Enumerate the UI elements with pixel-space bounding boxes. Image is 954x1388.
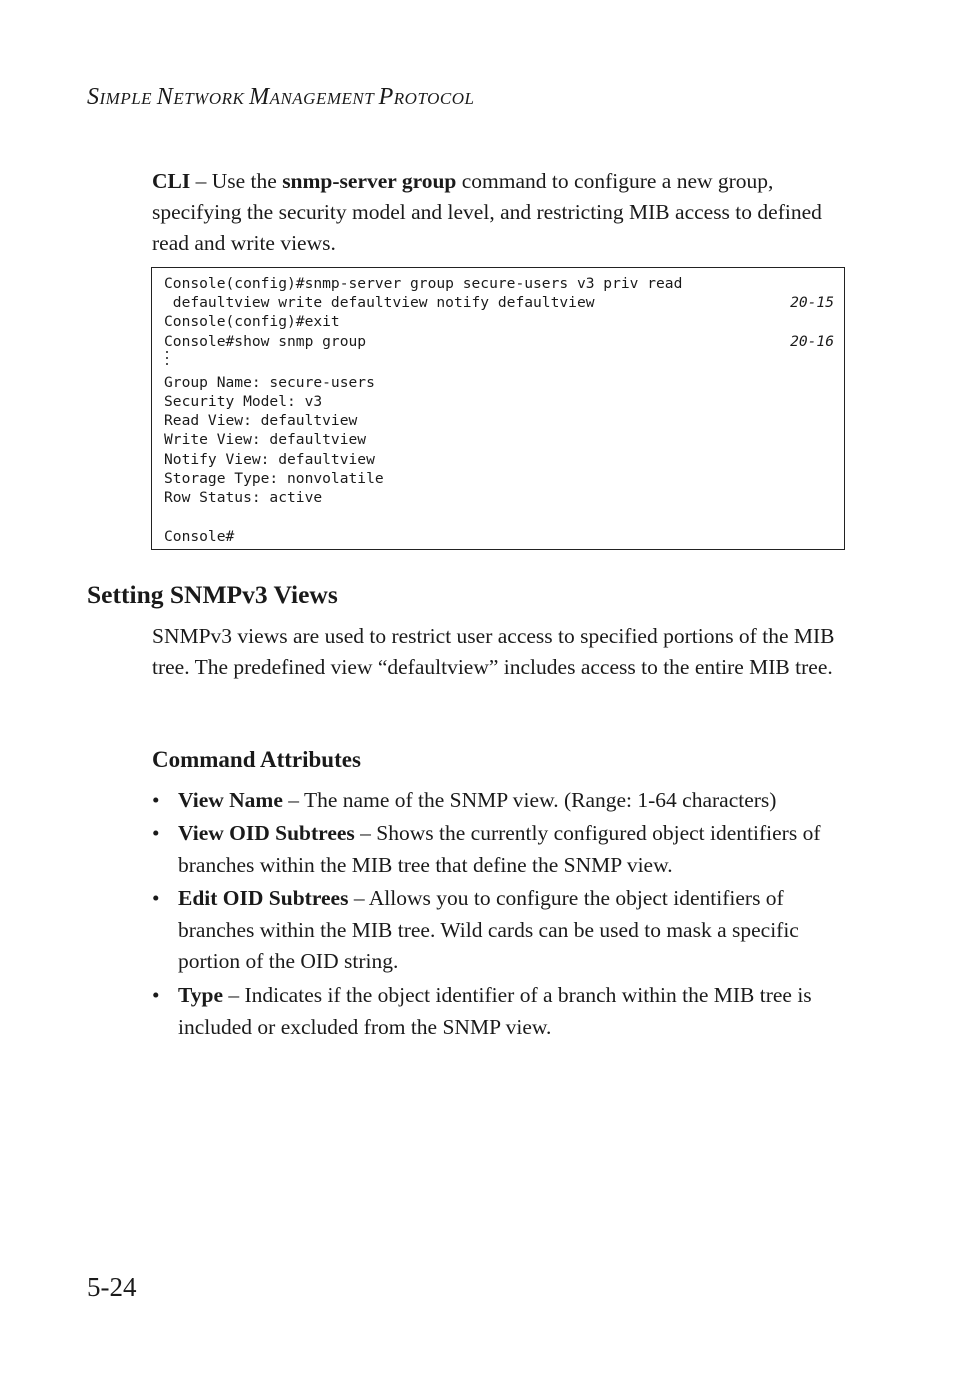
code-example-box — [151, 267, 845, 550]
code-line: Console#show snmp group 20-16 — [164, 333, 834, 350]
page-reference: 20-15 — [790, 294, 834, 311]
bullet-icon: • — [152, 821, 160, 845]
code-line: Console# — [164, 528, 235, 545]
bullet-icon: • — [152, 983, 160, 1007]
bullet-icon: • — [152, 886, 160, 910]
code-line: Write View: defaultview — [164, 431, 367, 448]
attribute-term: View Name — [178, 788, 283, 812]
page-reference: 20-16 — [790, 333, 834, 350]
bullet-icon: • — [152, 788, 160, 812]
subsection-heading: Command Attributes — [152, 747, 361, 772]
header-word-1: SIMPLE — [87, 84, 157, 110]
running-header — [87, 84, 474, 111]
command-name: snmp-server group — [282, 169, 457, 193]
header-word-2: NETWORK — [156, 84, 250, 110]
cli-intro-paragraph: CLI – Use the snmp-server group command to configure a new group, specifying the security model and level, and restricting MIB access to defined read and write views. — [152, 169, 822, 255]
code-line: Security Model: v3 — [164, 393, 323, 410]
header-word-4: PROTOCOL — [378, 84, 475, 110]
header-word-3: MANAGEMENT — [249, 84, 379, 110]
attribute-term: View OID Subtrees — [178, 821, 355, 845]
attribute-term: Type — [178, 983, 223, 1007]
cli-label: CLI — [152, 169, 191, 193]
section-body: SNMPv3 views are used to restrict user access to specified portions of the MIB tree. The predefined view “defaultview” includes access to the entire MIB tree. — [152, 624, 835, 679]
code-line: Read View: defaultview — [164, 412, 358, 429]
page-number: 5-24 — [87, 1272, 137, 1302]
code-line: Console(config)#exit — [164, 313, 340, 330]
section-heading: Setting SNMPv3 Views — [87, 580, 338, 609]
attribute-term: Edit OID Subtrees — [178, 886, 349, 910]
code-line: Notify View: defaultview — [164, 451, 375, 468]
code-line: Group Name: secure-users — [164, 374, 375, 391]
code-line: Row Status: active — [164, 489, 323, 506]
vertical-ellipsis-icon — [164, 350, 172, 368]
code-line: Console(config)#snmp-server group secure-users v3 priv read — [164, 275, 683, 292]
code-line: defaultview write defaultview notify defaultview 20-15 — [164, 294, 834, 311]
code-line: Storage Type: nonvolatile — [164, 470, 384, 487]
